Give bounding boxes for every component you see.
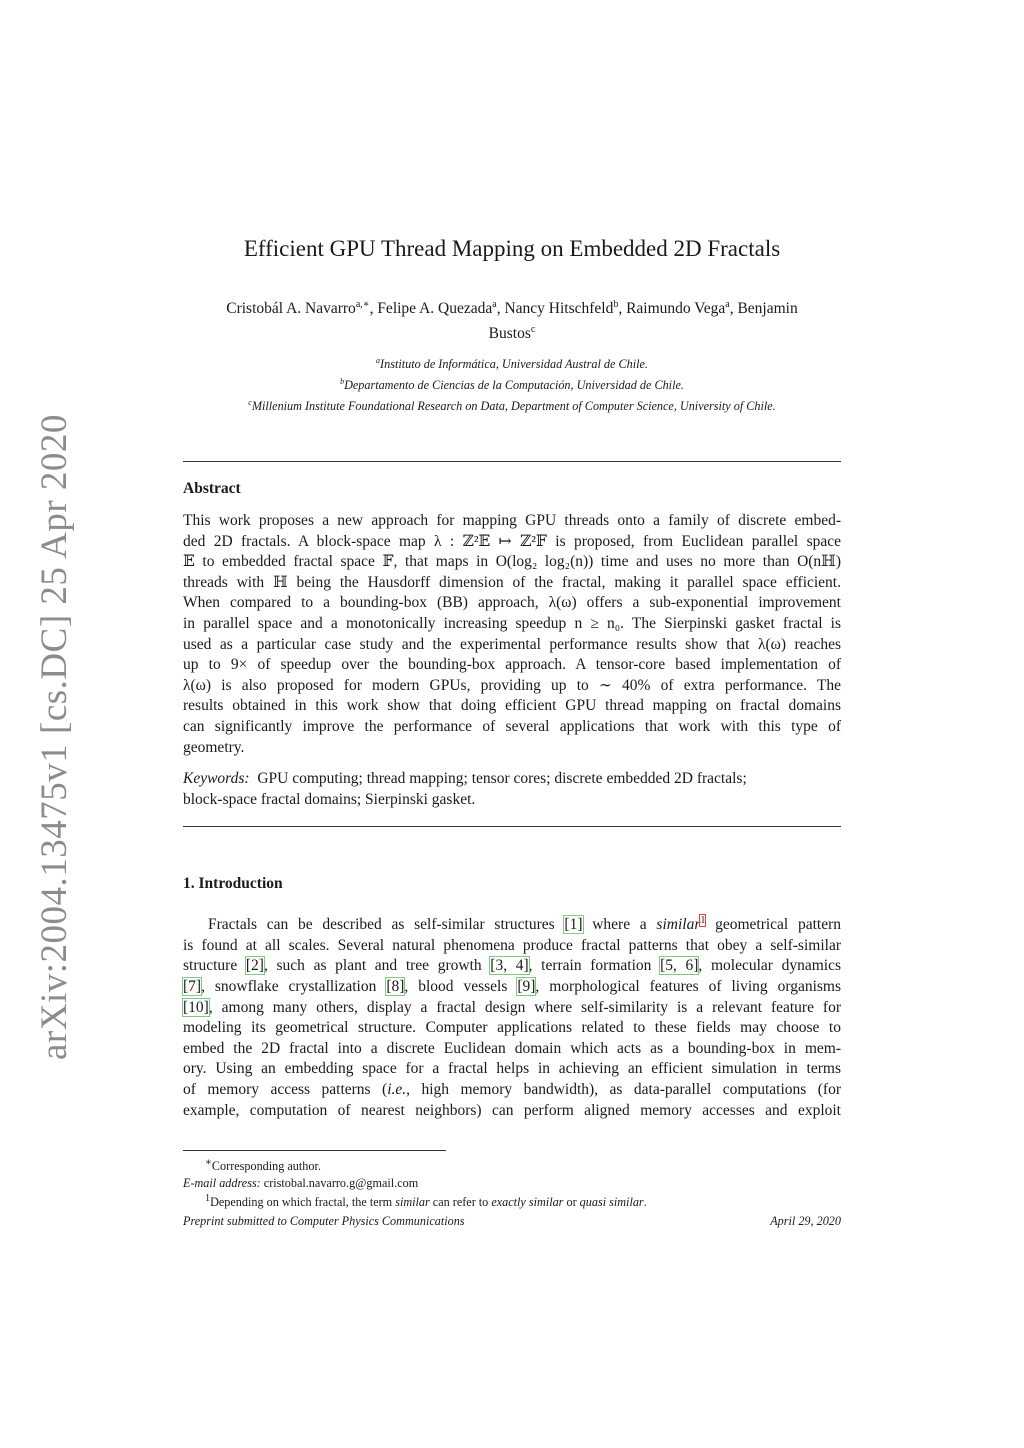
abstract-heading: Abstract — [183, 480, 241, 497]
intro-paragraph — [183, 911, 841, 1121]
email-label: E-mail address: — [183, 1175, 261, 1190]
author-name: Bustos — [488, 325, 531, 343]
text-run: Depending on which fractal, the term — [210, 1195, 396, 1210]
footer-date: April 29, 2020 — [770, 1214, 841, 1228]
abstract-line: used as a particular case study and the experimental performance results show that λ(ω) reaches — [183, 635, 841, 653]
text-run: , molecular dynamics — [698, 957, 841, 975]
abstract-line: λ(ω) is also proposed for modern GPUs, providing up to ∼ 40% of extra performance. The — [183, 676, 841, 694]
affiliation — [183, 373, 841, 394]
text-line: embed the 2D fractal into a discrete Euclidean domain which acts as a bounding-box in mem- — [183, 1039, 841, 1057]
text-run: similar — [656, 916, 701, 934]
abstract-line: can significantly improve the performance of several applications that work with this type of — [183, 717, 841, 735]
abstract-bottom-rule — [183, 826, 841, 827]
affil-mark: c — [248, 398, 252, 408]
footer-journal: Preprint submitted to Computer Physics Communications — [183, 1214, 465, 1228]
text-run: structure — [183, 957, 246, 975]
abstract-line: up to 9× of speedup over the bounding-box approach. A tensor-core based implementation of — [183, 656, 841, 674]
affil-text: Instituto de Informática, Universidad Austral de Chile. — [380, 357, 648, 372]
page-footer — [183, 1214, 841, 1229]
citation-link[interactable]: [10] — [183, 998, 209, 1016]
text-run: . — [643, 1195, 647, 1210]
abstract-line: When compared to a bounding-box (BB) approach, λ(ω) offers a sub-exponential improvement — [183, 594, 841, 612]
text-line: ory. Using an embedding space for a fractal helps in achieving an efficient simulation in terms — [183, 1060, 841, 1078]
footnote-text: Corresponding author. — [211, 1159, 321, 1174]
author-affil-mark: a,∗ — [355, 299, 370, 310]
abstract-line: geometry. — [183, 738, 245, 756]
text-run: , high memory bandwidth), as data-parallel computations (for — [406, 1080, 841, 1098]
keywords-label: Keywords: — [183, 770, 250, 787]
abstract-top-rule — [183, 461, 841, 462]
footnote-mark: ∗ — [205, 1157, 212, 1168]
affil-mark: b — [340, 377, 345, 387]
author-name: Raimundo Vega — [626, 300, 726, 318]
text-run: where a — [582, 916, 657, 934]
email-address[interactable]: cristobal.navarro.g@gmail.com — [263, 1175, 419, 1190]
text-run: or — [563, 1195, 580, 1210]
abstract-line: results obtained in this work show that doing efficient GPU thread mapping on fractal domains — [183, 697, 841, 715]
text-run: i.e. — [387, 1080, 407, 1098]
text-run: similar — [395, 1195, 430, 1210]
citation-link[interactable]: [8] — [386, 977, 405, 995]
text-run: quasi similar — [579, 1195, 644, 1210]
text-run: of memory access patterns ( — [183, 1080, 388, 1098]
abstract-line: threads with ℍ being the Hausdorff dimension of the fractal, making it parallel space efficient. — [183, 573, 841, 591]
text-line: example, computation of nearest neighbors) can perform aligned memory accesses and exploit — [183, 1101, 841, 1119]
citation-link[interactable]: [9] — [517, 977, 536, 995]
author-affil-mark: c — [530, 324, 536, 336]
text-run: Fractals can be described as self-similar structures — [208, 916, 565, 934]
footnote-mark: 1 — [205, 1193, 211, 1205]
affiliations — [183, 352, 841, 415]
text-run: can refer to — [429, 1195, 492, 1210]
keywords-text: block-space fractal domains; Sierpinski gasket. — [183, 790, 476, 808]
author-name: Cristobál A. Navarro — [226, 300, 356, 318]
text-run: , morphological features of living organisms — [535, 977, 842, 995]
text-run: , such as plant and tree growth — [263, 957, 491, 975]
text-run: , snowflake crystallization — [201, 977, 387, 995]
footnote-1 — [183, 1191, 841, 1211]
keywords-text: GPU computing; thread mapping; tensor cores; discrete embedded 2D fractals; — [257, 770, 747, 787]
section-heading: 1. Introduction — [183, 875, 283, 892]
citation-link[interactable]: [2] — [245, 957, 264, 975]
footnote-corresponding — [183, 1155, 841, 1175]
author-name: Felipe A. Quezada — [377, 300, 493, 318]
text-run: , among many others, display a fractal design where self-similarity is a relevant feature for — [208, 998, 841, 1016]
text-line: is found at all scales. Several natural phenomena produce fractal patterns that obey a self-similar — [183, 936, 841, 954]
keywords — [183, 769, 841, 810]
author-affil-mark: b — [613, 299, 619, 310]
abstract-line: ded 2D fractals. A block-space map λ : ℤ²𝔼 ↦ ℤ²𝔽 is proposed, from Euclidean parallel space — [183, 532, 841, 550]
author-name: Benjamin — [737, 300, 798, 318]
affiliation — [183, 394, 841, 415]
text-run: , terrain formation — [528, 957, 661, 975]
abstract-line: in parallel space and a monotonically increasing speedup n ≥ n₀. The Sierpinski gasket fractal is — [183, 614, 841, 632]
author-list: Cristobál A. Navarro$^{a,∗}$, Felipe A. Quezada$^a$, Nancy Hitschfeld$^b$, Raimundo Vega$^a$, Benjamin Bustos$^c$ — [226, 299, 798, 343]
citation-link[interactable]: [3, 4] — [490, 957, 529, 975]
author-name: Nancy Hitschfeld — [504, 300, 614, 318]
paper-title: Efficient GPU Thread Mapping on Embedded 2D Fractals — [243, 236, 781, 261]
citation-link[interactable]: [1] — [564, 916, 583, 934]
text-run: exactly similar — [491, 1195, 564, 1210]
affil-text: Millenium Institute Foundational Research on Data, Department of Computer Science, University of Chile. — [251, 399, 776, 414]
arxiv-stamp: arXiv:2004.13475v1 [cs.DC] 25 Apr 2020 — [34, 414, 75, 1060]
abstract-line: This work proposes a new approach for mapping GPU threads onto a family of discrete embed- — [183, 512, 841, 529]
citation-link[interactable]: [7] — [183, 977, 202, 995]
footnote-email — [183, 1175, 841, 1192]
citation-link[interactable]: [5, 6] — [660, 957, 699, 975]
abstract-body — [183, 511, 841, 758]
footnote-rule — [183, 1150, 446, 1151]
footnotes — [183, 1155, 841, 1211]
text-run: geometrical pattern — [705, 916, 841, 934]
abstract-line: 𝔼 to embedded fractal space 𝔽, that maps in O(log₂ log₂(n)) time and uses no more than O(nℍ) — [183, 553, 841, 571]
footnote-link[interactable]: 1 — [700, 915, 706, 926]
affiliation — [183, 352, 841, 373]
text-line: modeling its geometrical structure. Computer applications related to these fields may choose to — [183, 1019, 841, 1037]
author-affil-mark: a — [492, 299, 497, 310]
affil-mark: a — [376, 356, 381, 365]
text-run: , blood vessels — [404, 977, 518, 995]
author-affil-mark: a — [725, 299, 730, 310]
affil-text: Departamento de Ciencias de la Computación, Universidad de Chile. — [344, 378, 684, 393]
